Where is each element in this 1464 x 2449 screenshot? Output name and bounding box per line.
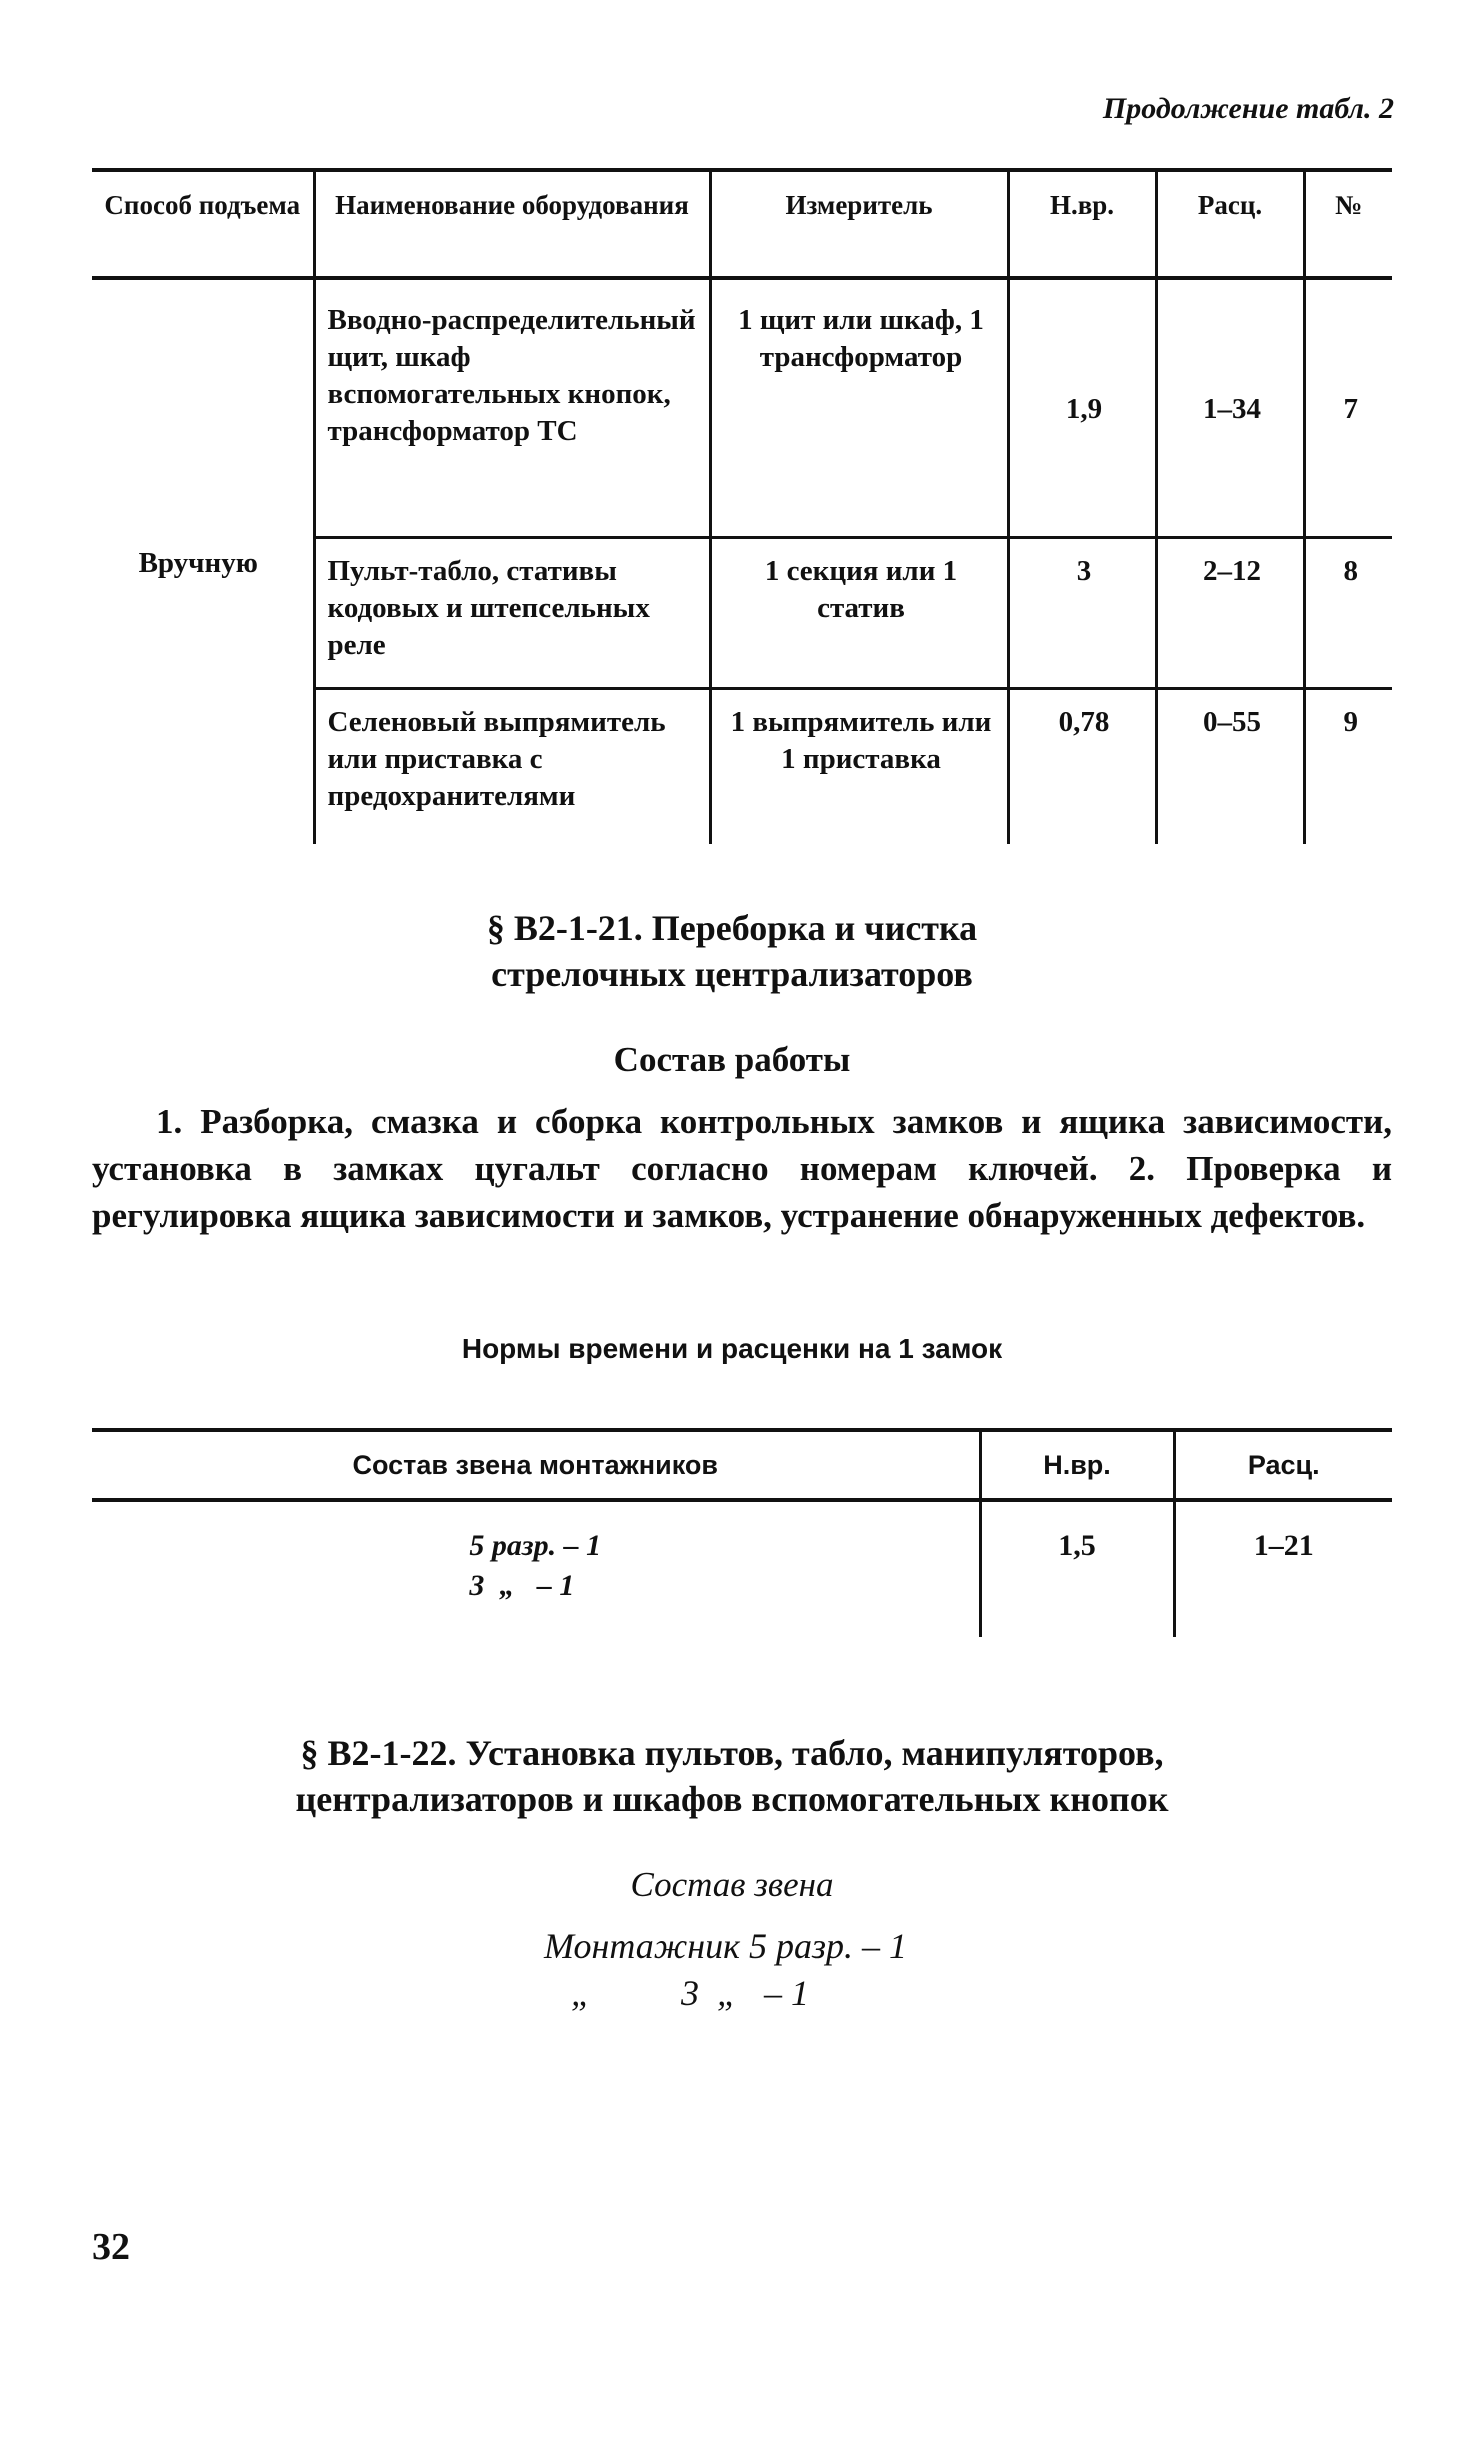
rate-cell: 1–34 (1156, 278, 1304, 538)
equipment-table (92, 168, 1392, 844)
norm-cell: 0,78 (1008, 689, 1156, 845)
number-cell: 9 (1304, 689, 1392, 845)
header-rate: Расц. (1156, 170, 1304, 278)
unit-cell: 1 секция или 1 статив (710, 538, 1008, 689)
norms-title: Нормы времени и расценки на 1 замок (461, 1333, 1003, 1364)
table-header-row (92, 1430, 1392, 1500)
norm-cell: 1,9 (1008, 278, 1156, 538)
crew-composition-line: „ 3 „ – 1 (544, 1973, 810, 2013)
equipment-cell: Пульт-табло, стативы кодовых и штепсельных реле (314, 538, 710, 689)
rate-cell: 2–12 (1156, 538, 1304, 689)
equipment-cell: Вводно-распределительный щит, шкаф вспомогательных кнопок, трансформатор ТС (314, 278, 710, 538)
crew-composition-heading: Состав звена (630, 1865, 834, 1904)
section-21-title-line2: стрелочных централизаторов (491, 954, 973, 994)
rate-cell: 1–21 (1174, 1500, 1392, 1637)
header-method: Способ подъема (92, 170, 314, 278)
rate-cell: 0–55 (1156, 689, 1304, 845)
number-cell: 7 (1304, 278, 1392, 538)
header-crew: Состав звена монтажников (92, 1430, 980, 1500)
crew-composition-line: Монтажник 5 разр. – 1 (544, 1926, 908, 1966)
work-composition-heading: Состав работы (613, 1040, 851, 1079)
header-equipment: Наименование оборудования (314, 170, 710, 278)
crew-line: 5 разр. – 1 (469, 1529, 602, 1562)
section-22-title-line1: § В2-1-22. Установка пультов, табло, манипуляторов, (300, 1733, 1164, 1773)
header-norm: Н.вр. (1008, 170, 1156, 278)
page-number: 32 (92, 2226, 130, 2268)
continuation-label: Продолжение табл. 2 (1102, 92, 1394, 125)
header-rate: Расц. (1174, 1430, 1392, 1500)
table-row (92, 1500, 1392, 1637)
unit-cell: 1 щит или шкаф, 1 трансформатор (710, 278, 1008, 538)
crew-line: 3 „ – 1 (469, 1569, 575, 1602)
unit-cell: 1 выпрямитель или 1 приставка (710, 689, 1008, 845)
section-22-title-line2: централизаторов и шкафов вспомогательных кнопок (295, 1779, 1169, 1819)
equipment-cell: Селеновый выпрямитель или приставка с предохранителями (314, 689, 710, 845)
norm-cell: 3 (1008, 538, 1156, 689)
table-row (92, 278, 1392, 538)
crew-norms-table (92, 1428, 1392, 1637)
header-norm: Н.вр. (980, 1430, 1174, 1500)
lifting-method-cell: Вручную (138, 546, 258, 579)
section-21-title-line1: § В2-1-21. Переборка и чистка (486, 908, 978, 948)
header-number: № (1304, 170, 1392, 278)
header-unit: Измеритель (710, 170, 1008, 278)
norm-cell: 1,5 (980, 1500, 1174, 1637)
crew-cell (92, 1500, 980, 1637)
table-header-row (92, 170, 1392, 278)
number-cell: 8 (1304, 538, 1392, 689)
work-description-paragraph: 1. Разборка, смазка и сборка контрольных замков и ящика зависимости, установка в замках цугальт согласно номерам ключей. 2. Проверка и регулировка ящика зависимости и замков, устранение обнаруженных дефектов. (92, 1102, 1392, 1235)
